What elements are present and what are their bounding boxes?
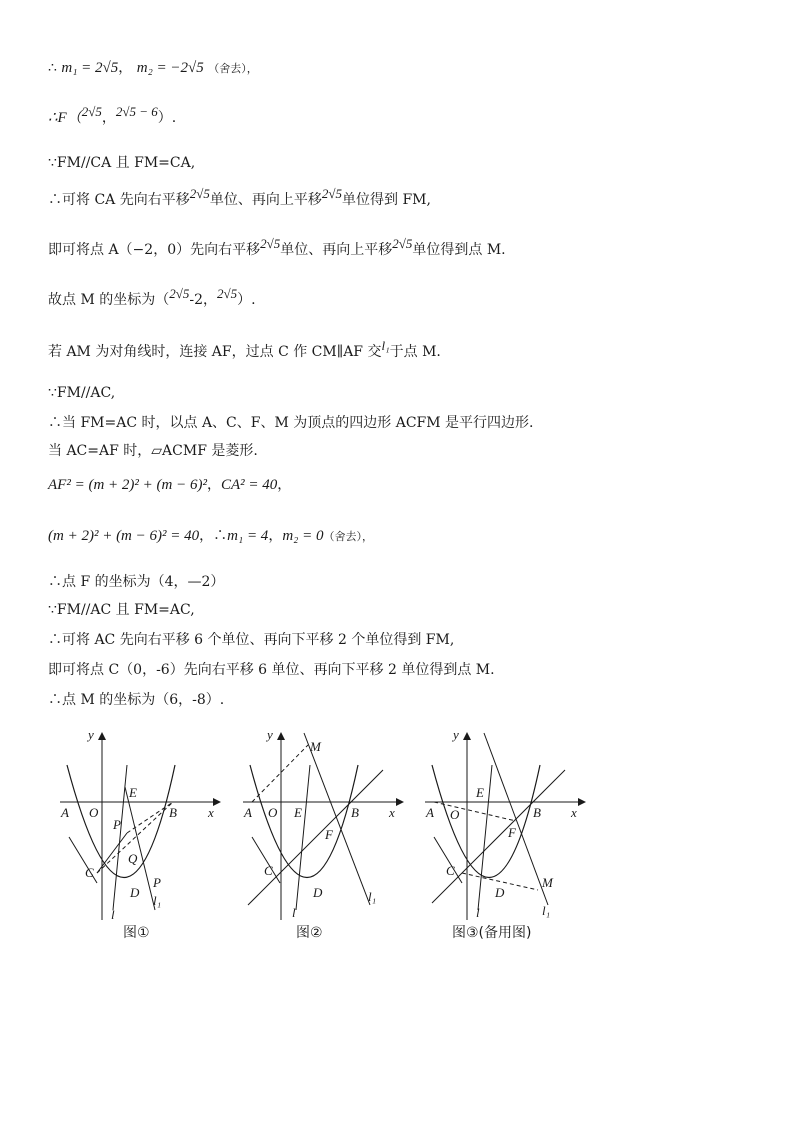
label-b: B [351,805,359,820]
label-l1: l₁ [368,889,377,904]
line-3: ∵FM//CA 且 FM=CA, [48,155,196,171]
label-d: D [495,885,505,900]
line-7: 若 AM 为对角线时，连接 AF，过点 C 作 CM∥AF 交l₁于点 M. [48,338,441,360]
label-q: Q [128,851,138,866]
label-f: F [508,825,516,840]
label-l1: l₁ [542,903,551,918]
figure-2 [238,725,408,925]
formula-m1: m₁ = 2√5 [61,60,119,76]
label-p: P [113,817,121,832]
label-p2: P [153,875,161,890]
line-16: 即可将点 C（0，-6）先向右平移 6 单位、再向下平移 2 单位得到点 M. [48,662,495,678]
caption-fig2: 图② [296,925,323,941]
label-a: A [61,805,69,820]
figure-3 [420,725,590,925]
label-y: y [267,727,273,742]
line-l1 [304,733,370,905]
label-x: x [389,805,395,820]
label-l1: l₁ [153,893,162,908]
label-x: x [571,805,577,820]
caption-fig1: 图① [123,925,150,941]
line-15: ∴可将 AC 先向右平移 6 个单位、再向下平移 2 个单位得到 FM, [48,632,455,648]
label-c: C [264,863,273,878]
label-b: B [533,805,541,820]
line-13: ∴点 F 的坐标为（4，—2） [48,574,225,590]
dashed-pb [127,802,173,833]
figure-1 [55,725,225,925]
formula-m2: m₂ = −2√5 [136,60,204,76]
caption-fig3: 图③(备用图) [452,925,532,941]
line-l [113,765,127,910]
line-14: ∵FM//AC 且 FM=AC, [48,602,195,618]
label-c: C [446,863,455,878]
label-o: O [450,807,460,822]
label-l: l [111,907,115,922]
label-x: x [208,805,214,820]
label-m: M [542,875,553,890]
label-y: y [88,727,94,742]
label-a: A [244,805,252,820]
label-e: E [129,785,137,800]
line-8: ∵FM//AC, [48,385,116,401]
line-1: ∴ m₁ = 2√5， m₂ = −2√5 （舍去）， [48,60,258,76]
label-e: E [476,785,484,800]
label-b: B [169,805,177,820]
line-9: ∴当 FM=AC 时，以点 A、C、F、M 为顶点的四边形 ACFM 是平行四边形. [48,415,534,431]
line-10: 当 AC=AF 时，▱ACMF 是菱形. [48,443,258,459]
label-l: l [476,905,480,920]
label-d: D [130,885,140,900]
label-a: A [426,805,434,820]
label-d: D [313,885,323,900]
label-o: O [89,805,99,820]
label-e: E [294,805,302,820]
label-l: l [292,905,296,920]
line-12: (m + 2)² + (m − 6)² = 40，∴m₁ = 4，m₂ = 0（舍去）， [48,528,373,544]
line-11: AF² = (m + 2)² + (m − 6)²，CA² = 40， [48,477,292,493]
label-c: C [85,865,94,880]
line-l [296,765,310,910]
line-5: 即可将点 A（−2，0）先向右平移2√5单位、再向上平移2√5单位得到点 M. [48,236,506,258]
label-y: y [453,727,459,742]
dashed-am [252,745,308,802]
line-2: ∴F（2√5，2√5 − 6）. [48,104,177,126]
label-m: M [310,739,321,754]
line-4: ∴可将 CA 先向右平移2√5单位、再向上平移2√5单位得到 FM, [48,186,431,208]
line-17: ∴点 M 的坐标为（6，-8）. [48,692,225,708]
label-o: O [268,805,278,820]
line-6: 故点 M 的坐标为（2√5-2，2√5）. [48,286,256,308]
label-f: F [325,827,333,842]
